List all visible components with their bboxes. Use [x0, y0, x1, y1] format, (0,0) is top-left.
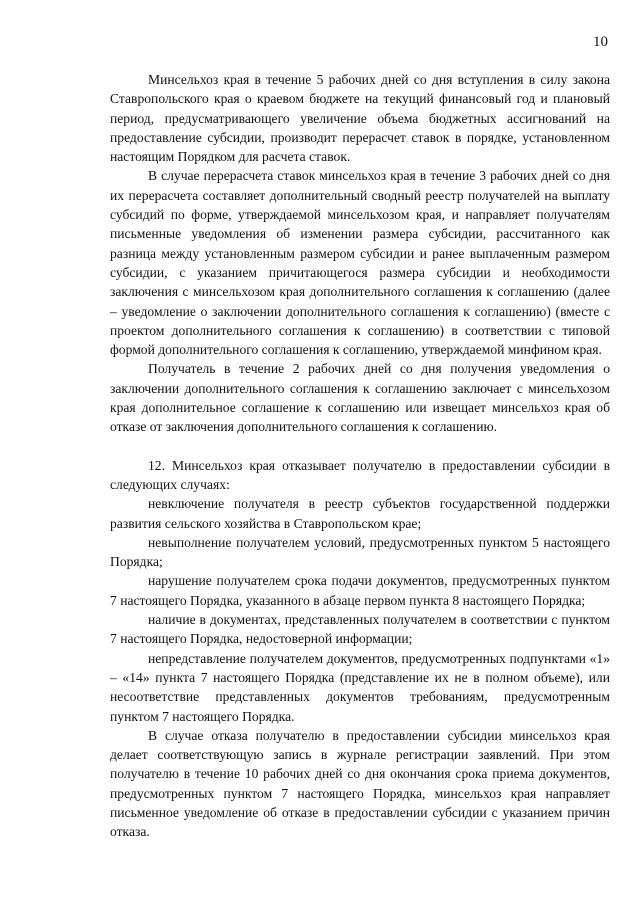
paragraph-refusal-case-missing-docs: непредставление получателем документов, предусмотренных подпунктами «1» – «14» пункта 7 настоящего Порядка (представление их не в полном объеме), или несоответствие представленных документов требованиям, предусмотренным пунктом 7 настоящего Порядка.	[110, 650, 610, 724]
paragraph-refusal-notification: В случае отказа получателю в предоставлении субсидии минсельхоз края делает соответствующую запись в журнале регистрации заявлений. При этом получателю в течение 10 рабочих дней со дня окончания срока приема документов, предусмотренных пунктом 7 настоящего Порядка, минсельхоз края направляет письменное уведомление об отказе в предоставлении субсидии с указанием причин отказа.	[110, 727, 610, 840]
page-number: 10	[593, 34, 608, 50]
paragraph-refusal-case-deadline: нарушение получателем срока подачи документов, предусмотренных пунктом 7 настоящего Порядка, указанного в абзаце первом пункта 8 настоящего Порядка;	[110, 573, 610, 608]
paragraph-recalculation-rates: Минсельхоз края в течение 5 рабочих дней со дня вступления в силу закона Ставропольского края о краевом бюджете на текущий финансовый год и плановый период, предусматривающего увеличение объема бюджетных ассигнований на предоставление субсидии, производит перерасчет ставок в порядке, установленном настоящим Порядком для расчета ставок.	[110, 72, 610, 165]
paragraph-recipient-agreement: Получатель в течение 2 рабочих дней со дня получения уведомления о заключении дополнительного соглашения к соглашению заключает с минсельхозом края дополнительное соглашение к соглашению или извещает минсельхоз края об отказе от заключения дополнительного соглашения к соглашению.	[110, 361, 610, 435]
paragraph-refusal-case-registry: невключение получателя в реестр субъектов государственной поддержки развития сельского хозяйства в Ставропольском крае;	[110, 496, 610, 531]
paragraph-refusal-case-false-info: наличие в документах, представленных получателем в соответствии с пунктом 7 настоящего Порядка, недостоверной информации;	[110, 612, 610, 647]
paragraph-refusal-case-conditions: невыполнение получателем условий, предусмотренных пунктом 5 настоящего Порядка;	[110, 534, 610, 570]
paragraph-item-12-refusal: 12. Минсельхоз края отказывает получателю в предоставлении субсидии в следующих случаях:	[110, 457, 610, 492]
paragraph-additional-registry: В случае перерасчета ставок минсельхоз края в течение 3 рабочих дней со дня их перерасчета составляет дополнительный сводный реестр получателей на выплату субсидий по форме, утверждаемой минсельхозом края, и направляет получателям письменные уведомления об изменении размера субсидии, рассчитанного как разница между установленным размером субсидии и ранее выплаченным размером субсидии, с указанием причитающегося размера субсидии и необходимости заключения с минсельхозом края дополнительного соглашения к соглашению (далее – уведомление о заключении дополнительного соглашения к соглашению) (вместе с проектом дополнительного соглашения к соглашению) в соответствии с типовой формой дополнительного соглашения к соглашению, утверждаемой минфином края.	[110, 168, 610, 358]
document-body	[110, 70, 610, 842]
